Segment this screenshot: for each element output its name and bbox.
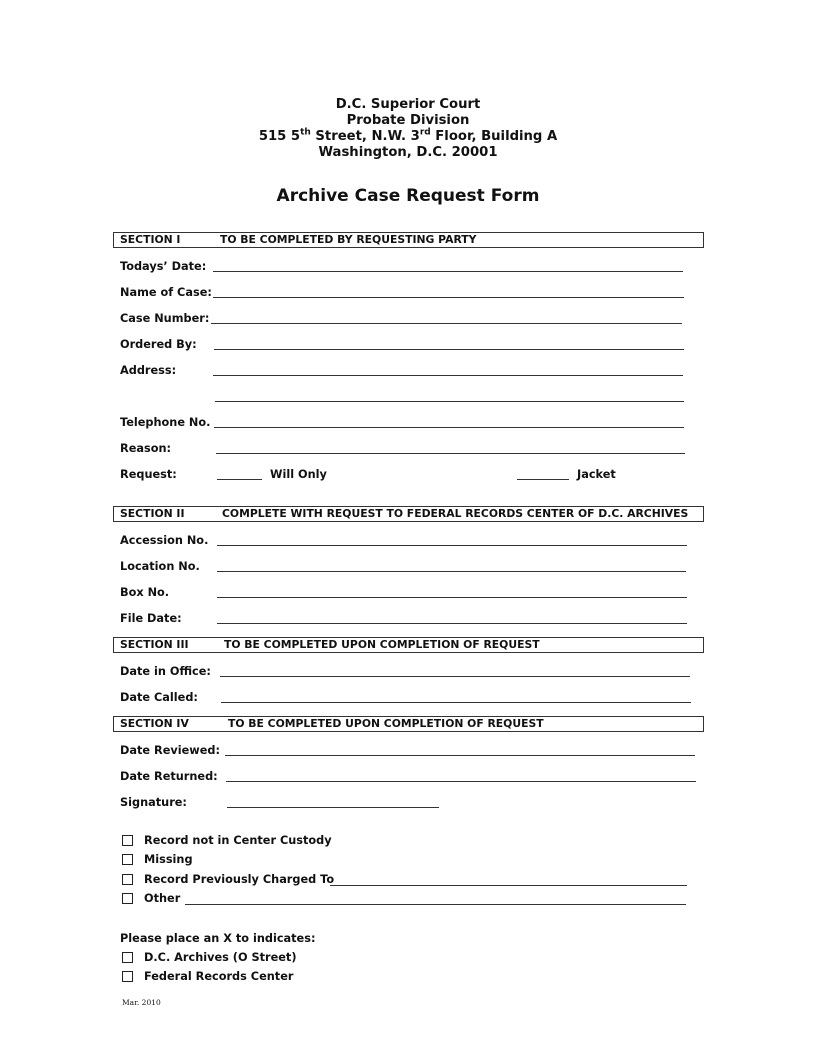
box-no-label: Box No. [120,586,170,599]
date-returned-label: Date Returned: [120,770,218,783]
other-checkbox[interactable] [122,893,133,904]
will-only-option: Will Only [270,468,327,481]
section-4-header [113,716,704,732]
dc-archives-checkbox[interactable] [122,952,133,963]
file-date-label: File Date: [120,612,182,625]
address-part-2: Street, N.W. 3 [310,129,420,144]
court-name: D.C. Superior Court [335,97,481,112]
date-returned-field[interactable] [226,781,696,782]
signature-label: Signature: [120,796,187,809]
reason-label: Reason: [120,442,172,455]
address-field-line-1[interactable] [213,375,683,376]
dc-archives-label: D.C. Archives (O Street) [144,951,297,964]
previously-charged-checkbox[interactable] [122,874,133,885]
will-only-mark-field[interactable] [217,479,262,480]
todays-date-field[interactable] [213,271,683,272]
federal-records-label: Federal Records Center [144,970,294,983]
name-of-case-label: Name of Case: [120,286,212,299]
section-3-header [113,637,704,653]
section-3-heading: TO BE COMPLETED UPON COMPLETION OF REQUEST [224,638,540,651]
other-field[interactable] [185,904,686,905]
other-label: Other [144,892,181,905]
jacket-option: Jacket [577,468,616,481]
date-in-office-field[interactable] [220,676,690,677]
footer-date: Mar. 2010 [122,998,161,1007]
date-reviewed-label: Date Reviewed: [120,744,220,757]
form-title: Archive Case Request Form [276,186,540,206]
previously-charged-label: Record Previously Charged To [144,873,335,886]
address-part-1: 515 5 [258,129,301,144]
previously-charged-field[interactable] [330,885,687,886]
telephone-label: Telephone No. [120,416,211,429]
case-number-label: Case Number: [120,312,210,325]
section-2-number: SECTION II [120,507,185,520]
location-prompt: Please place an X to indicates: [120,932,316,945]
section-1-number: SECTION I [120,233,181,246]
location-no-field[interactable] [217,571,686,572]
missing-label: Missing [144,853,193,866]
request-label: Request: [120,468,177,481]
date-in-office-label: Date in Office: [120,665,211,678]
section-3-number: SECTION III [120,638,189,651]
file-date-field[interactable] [217,623,687,624]
court-city: Washington, D.C. 20001 [318,145,498,160]
ordered-by-label: Ordered By: [120,338,197,351]
section-4-number: SECTION IV [120,717,189,730]
address-sup-2: rd [419,127,431,138]
address-sup-1: th [300,127,311,138]
signature-field[interactable] [227,807,439,808]
court-address [0,129,816,145]
missing-checkbox[interactable] [122,854,133,865]
date-reviewed-field[interactable] [225,755,695,756]
address-part-3: Floor, Building A [430,129,558,144]
federal-records-checkbox[interactable] [122,971,133,982]
section-1-header [113,232,704,248]
todays-date-label: Todays’ Date: [120,260,207,273]
ordered-by-field[interactable] [214,349,684,350]
date-called-label: Date Called: [120,691,198,704]
section-2-heading: COMPLETE WITH REQUEST TO FEDERAL RECORDS CENTER OF D.C. ARCHIVES [222,507,689,520]
jacket-mark-field[interactable] [517,479,569,480]
reason-field[interactable] [216,453,685,454]
telephone-field[interactable] [214,427,684,428]
address-label: Address: [120,364,177,377]
section-1-heading: TO BE COMPLETED BY REQUESTING PARTY [220,233,477,246]
box-no-field[interactable] [217,597,687,598]
not-in-custody-checkbox[interactable] [122,835,133,846]
name-of-case-field[interactable] [213,297,684,298]
date-called-field[interactable] [221,702,691,703]
division-name: Probate Division [346,113,470,128]
accession-no-field[interactable] [217,545,687,546]
accession-no-label: Accession No. [120,534,209,547]
location-no-label: Location No. [120,560,200,573]
not-in-custody-label: Record not in Center Custody [144,834,332,847]
section-4-heading: TO BE COMPLETED UPON COMPLETION OF REQUEST [228,717,544,730]
section-2-header [113,506,704,522]
case-number-field[interactable] [211,323,682,324]
address-field-line-2[interactable] [215,401,684,402]
